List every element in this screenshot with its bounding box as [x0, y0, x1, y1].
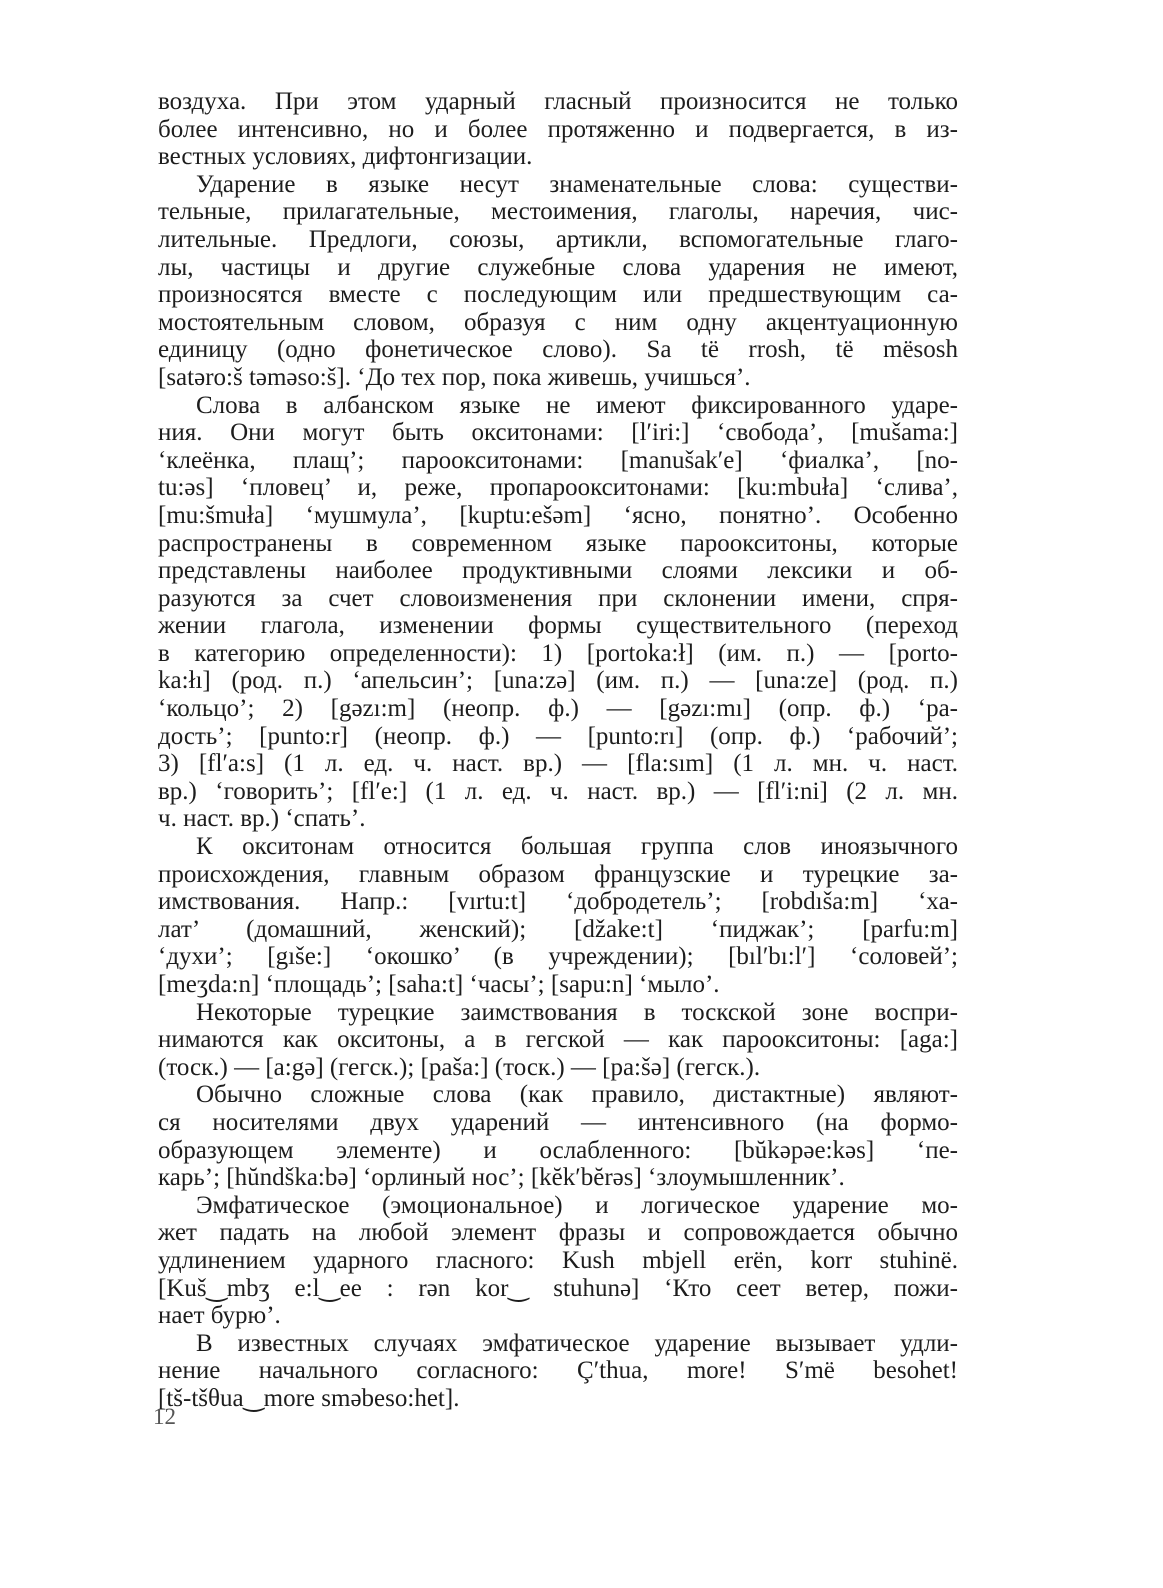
text-line: ka:łı] (род. п.) ‘апельсин’; [una:zə] (им. п.) — [una:ze] (род. п.)	[158, 667, 958, 695]
text-line: Слова в албанском языке не имеют фиксированного ударе-	[196, 391, 958, 419]
text-line: дость’; [punto:r] (неопр. ф.) — [punto:rı] (опр. ф.) ‘рабочий’;	[158, 722, 958, 750]
text-line: лы, частицы и другие служебные слова ударения не имеют,	[158, 253, 958, 281]
text-line: разуются за счет словоизменения при склонении имени, спря-	[158, 584, 958, 612]
text-line: ся носителями двух ударений — интенсивного (на формо-	[158, 1108, 958, 1136]
page-text	[158, 88, 958, 1413]
page-number: 12	[153, 1404, 176, 1429]
text-line: карь’; [hŭndška:bə] ‘орлиный нос’; [kĕk′bĕrəs] ‘злоумышленник’.	[158, 1164, 845, 1192]
text-line: ч. наст. вр.) ‘спать’.	[158, 805, 366, 833]
text-line: происхождения, главным образом французские и турецкие за-	[158, 860, 958, 888]
paragraph	[158, 171, 958, 392]
text-line: лат’ (домашний, женский); [džake:t] ‘пиджак’; [parfu:m]	[158, 915, 958, 943]
text-line: [Kuš‿mbʒ e:l‿ee : rən kor‿ stuhunə] ‘Кто сеет ветер, пожи-	[158, 1274, 958, 1302]
text-line: представлены наиболее продуктивными слоями лексики и об-	[158, 557, 958, 585]
text-line: нимаются как окситоны, а в гегской — как пароокситоны: [aga:]	[158, 1026, 958, 1054]
text-line: В известных случаях эмфатическое ударение вызывает удли-	[196, 1329, 958, 1357]
text-line: имствования. Напр.: [vırtu:t] ‘добродетель’; [robdıša:m] ‘ха-	[158, 888, 958, 916]
text-line: тельные, прилагательные, местоимения, глаголы, наречия, чис-	[158, 198, 958, 226]
text-line: (тоск.) — [a:gə] (гегск.); [paša:] (тоск.) — [pa:šə] (гегск.).	[158, 1053, 761, 1081]
text-line: [meʒda:n] ‘площадь’; [saha:t] ‘часы’; [sapu:n] ‘мыло’.	[158, 971, 720, 998]
text-line: ‘кольцо’; 2) [gəzı:m] (неопр. ф.) — [gəzı:mı] (опр. ф.) ‘ра-	[158, 695, 958, 723]
paragraph	[158, 999, 958, 1082]
text-line: жении глагола, изменении формы существительного (переход	[158, 612, 958, 640]
text-line: произносятся вместе с последующим или предшествующим са-	[158, 281, 958, 309]
text-line: [satərо:š təməso:š]. ‘До тех пор, пока живешь, учишься’.	[158, 363, 751, 391]
text-line: tu:əs] ‘пловец’ и, реже, пропароокситонами: [ku:mbuła] ‘слива’,	[158, 474, 958, 502]
text-line: воздуха. При этом ударный гласный произносится не только	[158, 88, 958, 115]
text-line: Ударение в языке несут знаменательные слова: существи-	[196, 170, 958, 198]
text-line: нение начального согласного: Ç′thua, more! S′më besohet!	[158, 1357, 958, 1385]
text-line: К окситонам относится большая группа слов иноязычного	[196, 833, 958, 861]
text-line: вр.) ‘говорить’; [fl′e:] (1 л. ед. ч. наст. вр.) — [fl′i:ni] (2 л. мн.	[158, 777, 958, 805]
paragraph	[158, 88, 958, 171]
text-line: нает бурю’.	[158, 1302, 281, 1330]
paragraph	[158, 1330, 958, 1413]
text-line: единицу (одно фонетическое слово). Sa të rrosh, të mësosh	[158, 336, 958, 364]
text-line: [tš-tšθua‿more sməbeso:het].	[158, 1384, 460, 1412]
text-line: мостоятельным словом, образуя с ним одну акцентуационную	[158, 308, 958, 336]
text-line: образующем элементе) и ослабленного: [bŭkəpəe:kəs] ‘пе-	[158, 1136, 958, 1164]
text-line: лительные. Предлоги, союзы, артикли, вспомогательные глаго-	[158, 225, 958, 253]
paragraph	[158, 392, 958, 834]
paragraph	[158, 1081, 958, 1191]
text-line: ‘клеёнка, плащ’; пароокситонами: [manušak′e] ‘фиалка’, [no-	[158, 446, 958, 474]
text-line: Некоторые турецкие заимствования в тоскской зоне воспри-	[196, 998, 958, 1026]
text-line: Обычно сложные слова (как правило, дистактные) являют-	[196, 1081, 958, 1109]
text-line: ния. Они могут быть окситонами: [l′iri:] ‘свобода’, [mušama:]	[158, 419, 958, 447]
text-line: удлинением ударного гласного: Kush mbjell erën, korr stuhinë.	[158, 1246, 958, 1274]
text-line: распространены в современном языке пароокситоны, которые	[158, 529, 958, 557]
paragraph	[158, 833, 958, 999]
text-line: Эмфатическое (эмоциональное) и логическое ударение мо-	[196, 1191, 958, 1219]
text-line: [mu:šmuła] ‘мушмула’, [kuptu:ešəm] ‘ясно, понятно’. Особенно	[158, 501, 958, 529]
text-line: в категорию определенности): 1) [portoka:ł] (им. п.) — [porto-	[158, 639, 958, 667]
text-line: жет падать на любой элемент фразы и сопровождается обычно	[158, 1219, 958, 1247]
text-line: более интенсивно, но и более протяженно и подвергается, в из-	[158, 115, 958, 143]
text-line: вестных условиях, дифтонгизации.	[158, 143, 533, 171]
text-line: 3) [fl′a:s] (1 л. ед. ч. наст. вр.) — [fla:sım] (1 л. мн. ч. наст.	[158, 750, 958, 778]
paragraph	[158, 1192, 958, 1330]
text-line: ‘духи’; [gıše:] ‘окошко’ (в учреждении); [bıl′bı:l′] ‘соловей’;	[158, 943, 958, 971]
